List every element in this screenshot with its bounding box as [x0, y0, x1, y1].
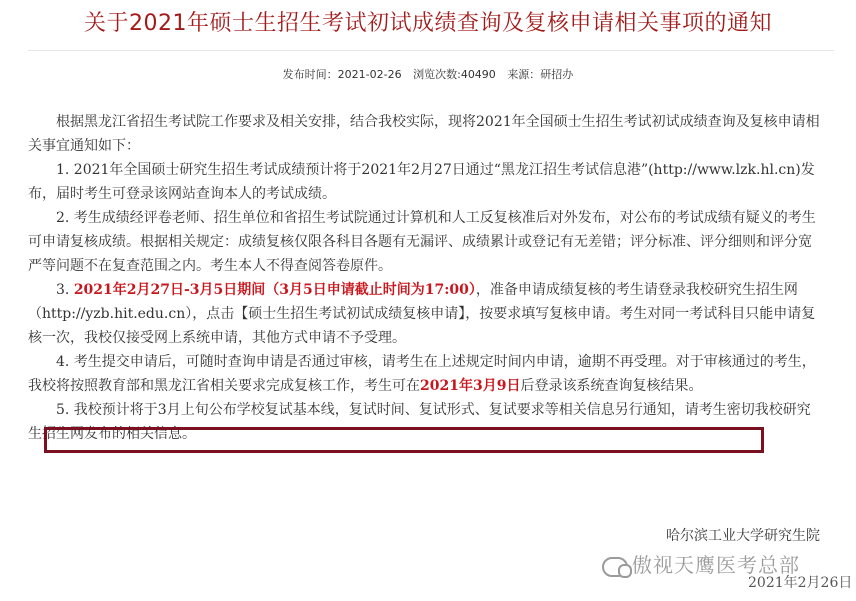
item-3-deadline: 2021年2月27日-3月5日期间（3月5日申请截止时间为17:00）: [73, 282, 476, 298]
title-divider: [28, 50, 834, 51]
wechat-icon: [602, 557, 628, 577]
watermark-text: 傲视天鹰医考总部: [632, 553, 800, 577]
signature: 哈尔滨工业大学研究生院: [666, 528, 820, 544]
article-source: 来源：研招办: [507, 68, 574, 81]
item-3-prefix: 3.: [56, 282, 74, 298]
item-2: 2. 考生成绩经评卷老师、招生单位和省招生考试院通过计算机和人工反复核准后对外发布，对公布的考试成绩有疑义的考生可申请复核成绩。根据相关规定：成绩复核仅限各科目各题有无漏评、成绩累计或登记有无差错；评分标准、评分细则和评分宽严等问题不在复查范围之内。考生本人不得查阅答卷原件。: [28, 210, 816, 274]
item-4-suffix: 后登录该系统查询复核结果。: [520, 378, 703, 394]
item-3: [28, 278, 822, 350]
publish-time: 发布时间：2021-02-26: [282, 68, 402, 81]
highlight-box: [44, 427, 764, 453]
item-1: 1. 2021年全国硕士研究生招生考试成绩预计将于2021年2月27日通过“黑龙江招生考试信息港”(http://www.lzk.hl.cn)发布，届时考生可登录该网站查询本人的考试成绩。: [28, 162, 815, 202]
article-meta: [0, 66, 856, 82]
item-4: [28, 350, 822, 398]
item-3-text: ，准备申请成绩复核的考生请登录我校研究生招生网（http://yzb.hit.edu.cn），点击【硕士生招生考试初试成绩复核申请】，按要求填写复核申请。考生对同一考试科目只能申请复核一次，我校仅接受网上系统申请，其他方式申请不予受理。: [28, 282, 816, 346]
item-4-date: 2021年3月9日: [420, 378, 521, 394]
view-count: 浏览次数:40490: [413, 68, 496, 81]
signature-date: 2021年2月26日: [748, 575, 853, 591]
page-title: 关于2021年硕士生招生考试初试成绩查询及复核申请相关事项的通知: [84, 11, 772, 36]
intro-paragraph: 根据黑龙江省招生考试院工作要求及相关安排，结合我校实际，现将2021年全国硕士生招生考试初试成绩查询及复核申请相关事宜通知如下：: [28, 114, 820, 154]
article-body: [28, 110, 822, 446]
item-4-text: 4. 考生提交申请后，可随时查询申请是否通过审核，请考生在上述规定时间内申请，逾期不再受理。对于审核通过的考生，我校将按照教育部和黑龙江省相关要求完成复核工作，考生可在: [28, 354, 816, 394]
item-5: 5. 我校预计将于3月上旬公布学校复试基本线，复试时间、复试形式、复试要求等相关信息另行通知，请考生密切我校研究生招生网发布的相关信息。: [28, 402, 811, 442]
